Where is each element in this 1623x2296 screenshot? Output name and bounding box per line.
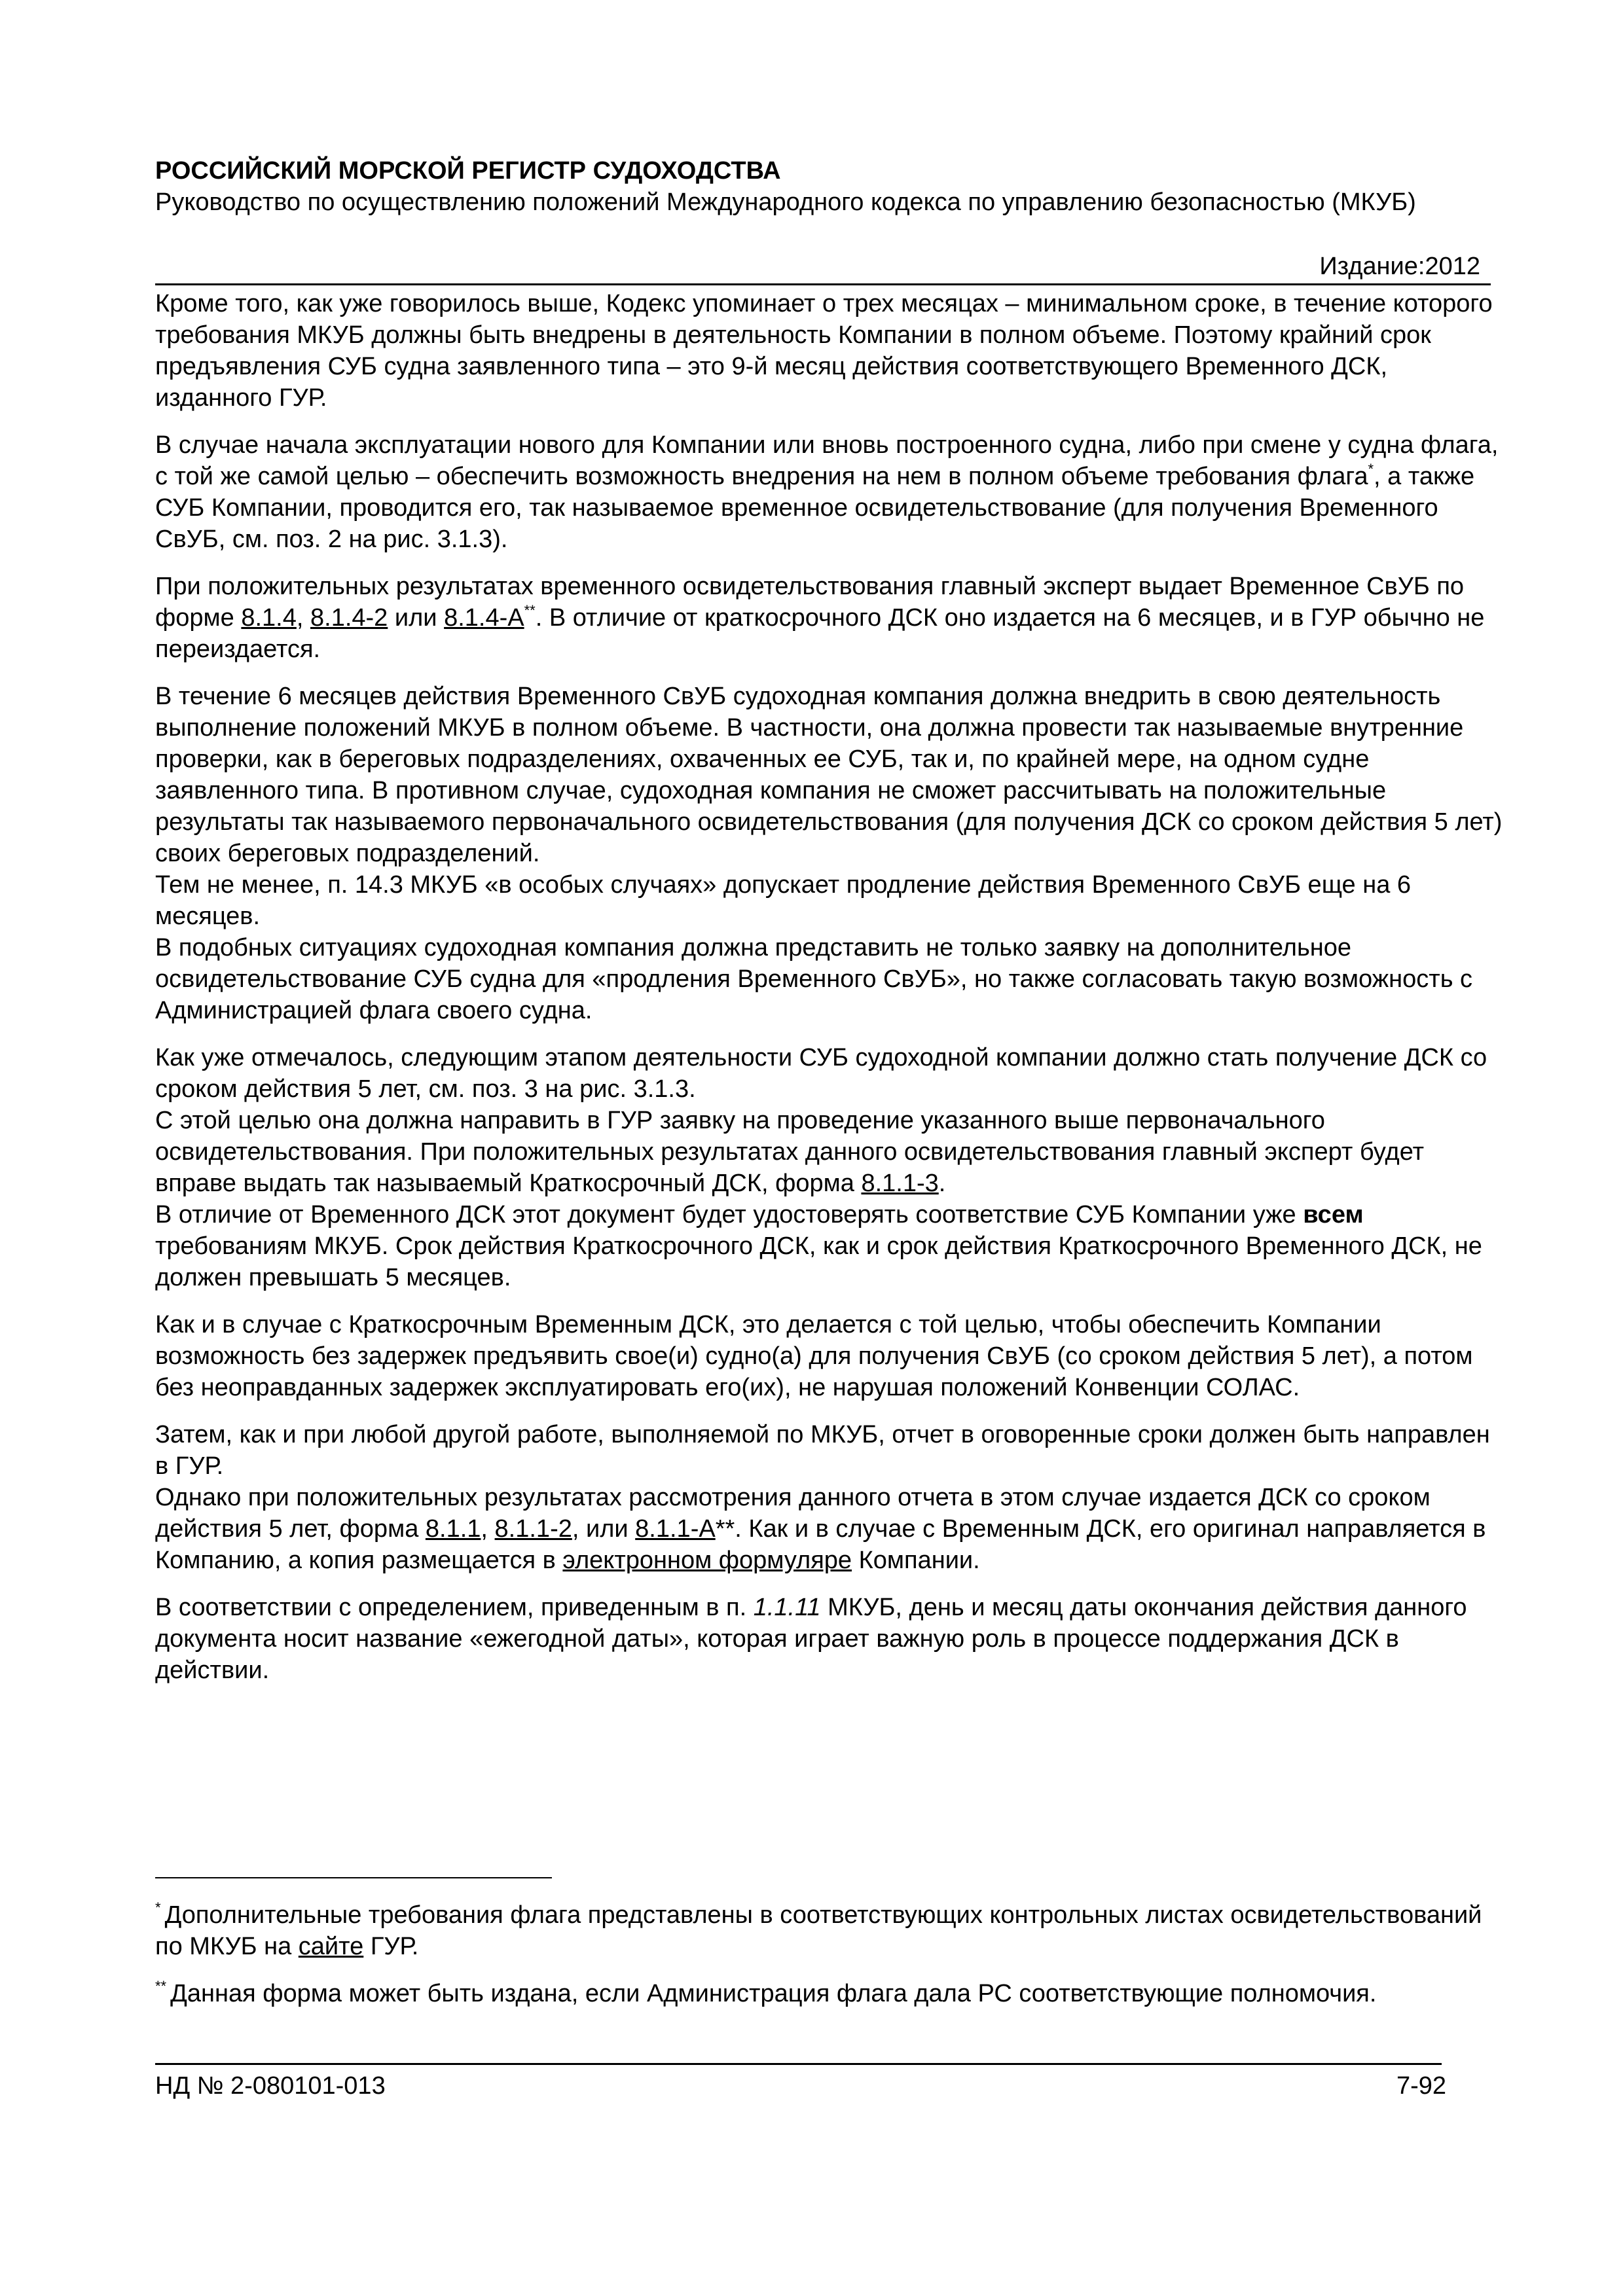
paragraph: Тем не менее, п. 14.3 МКУБ «в особых случаях» допускает продление действия Временного СвУБ еще на 6 месяцев. xyxy=(155,871,1412,930)
register-title: РОССИЙСКИЙ МОРСКОЙ РЕГИСТР СУДОХОДСТВА xyxy=(155,157,781,185)
paragraph: При положительных результатах временного освидетельствования главный эксперт выдает Временное СвУБ по форме 8.1.4, 8.1.4-2 или 8.1.4-A**. В отличие от краткосрочного ДСК оно издается на 6 месяцев, и в ГУР обычно не переиздается. xyxy=(155,573,1485,663)
paragraph: В подобных ситуациях судоходная компания должна представить не только заявку на дополнительное освидетельствование СУБ судна для «продления Временного СвУБ», но также согласовать такую возможность с Администрацией флага своего судна. xyxy=(155,934,1473,1024)
paragraph: В течение 6 месяцев действия Временного СвУБ судоходная компания должна внедрить в свою деятельность выполнение положений МКУБ в полном объеме. В частности, она должна провести так называемые внутренние проверки, как в береговых подразделениях, охваченных ее СУБ, так и, по крайней мере, на одном судне заявленного типа. В противном случае, судоходная компания не сможет рассчитывать на положительные результаты так называемого первоначального освидетельствования (для получения ДСК со сроком действия 5 лет) своих береговых подразделений. xyxy=(155,683,1503,867)
paragraph: Однако при положительных результатах рассмотрения данного отчета в этом случае издается ДСК со сроком действия 5 лет, форма 8.1.1, 8.1.1-2, или 8.1.1-A**. Как и в случае с Временным ДСК, его оригинал направляется в Компанию, а копия размещается в электронном формуляре Компании. xyxy=(155,1484,1486,1574)
footnote-divider xyxy=(155,1877,552,1878)
paragraph: Как уже отмечалось, следующим этапом деятельности СУБ судоходной компании должно стать получение ДСК со сроком действия 5 лет, см. поз. 3 на рис. 3.1.3. xyxy=(155,1044,1487,1103)
form-link[interactable]: 8.1.4 xyxy=(241,604,297,632)
footer-divider xyxy=(155,2063,1442,2065)
paragraph: В отличие от Временного ДСК этот документ будет удостоверять соответствие СУБ Компании уже всем требованиям МКУБ. Срок действия Краткосрочного ДСК, как и срок действия Краткосрочного Временного ДСК, не должен превышать 5 месяцев. xyxy=(155,1201,1482,1291)
form-link[interactable]: 8.1.4-A xyxy=(444,604,524,632)
header-divider xyxy=(155,283,1491,285)
footnote: ** Данная форма может быть издана, если Администрация флага дала РС соответствующие полномочия. xyxy=(155,1978,1377,2007)
form-link[interactable]: 8.1.1-2 xyxy=(494,1515,572,1543)
footnote-mark: ** xyxy=(155,1978,167,1994)
emphasis: всем xyxy=(1303,1201,1364,1229)
paragraph: В соответствии с определением, приведенным в п. 1.1.11 МКУБ, день и месяц даты окончания действия данного документа носит название «ежегодной даты», которая играет важную роль в процессе поддержания ДСК в действии. xyxy=(155,1594,1467,1684)
form-link[interactable]: 8.1.1-3 xyxy=(861,1170,939,1197)
e-register-link[interactable]: электронном формуляре xyxy=(562,1547,852,1574)
guide-subtitle: Руководство по осуществлению положений Международного кодекса по управлению безопасностью (МКУБ) xyxy=(155,188,1416,216)
paragraph: Кроме того, как уже говорилось выше, Кодекс упоминает о трех месяцах – минимальном сроке, в течение которого требования МКУБ должны быть внедрены в деятельность Компании в полном объеме. Поэтому крайний срок предъявления СУБ судна заявленного типа – это 9-й месяц действия соответствующего Временного ДСК, изданного ГУР. xyxy=(155,290,1493,412)
footnote: * Дополнительные требования флага представлены в соответствующих контрольных листах освидетельствований по МКУБ на сайте ГУР. xyxy=(155,1899,1482,1960)
clause-ref: 1.1.11 xyxy=(753,1594,821,1621)
paragraph: В случае начала эксплуатации нового для Компании или вновь построенного судна, либо при смене у судна флага, с той же самой целью – обеспечить возможность внедрения на нем в полном объеме требования флага*, а также СУБ Компании, проводится его, так называемое временное освидетельствование (для получения Временного СвУБ, см. поз. 2 на рис. 3.1.3). xyxy=(155,431,1499,553)
paragraph: Затем, как и при любой другой работе, выполняемой по МКУБ, отчет в оговоренные сроки должен быть направлен в ГУР. xyxy=(155,1421,1490,1480)
form-link[interactable]: 8.1.1-A xyxy=(635,1515,716,1543)
body-text xyxy=(155,288,1504,1686)
document-number: НД № 2-080101-013 xyxy=(155,2072,386,2100)
page-number: 7-92 xyxy=(1396,2072,1446,2100)
paragraph: С этой целью она должна направить в ГУР заявку на проведение указанного выше первоначального освидетельствования. При положительных результатах данного освидетельствования главный эксперт будет вправе выдать так называемый Краткосрочный ДСК, форма 8.1.1-3. xyxy=(155,1107,1424,1197)
footnote-mark: * xyxy=(155,1899,161,1916)
form-link[interactable]: 8.1.1 xyxy=(425,1515,481,1543)
site-link[interactable]: сайте xyxy=(298,1933,364,1960)
edition-label: Издание:2012 xyxy=(1319,253,1480,280)
footnote-ref[interactable]: * xyxy=(1368,461,1374,477)
footnote-ref[interactable]: ** xyxy=(524,602,536,619)
paragraph: Как и в случае с Краткосрочным Временным ДСК, это делается с той целью, чтобы обеспечить Компании возможность без задержек предъявить свое(и) судно(а) для получения СвУБ (со сроком действия 5 лет), а потом без неоправданных задержек эксплуатировать его(их), не нарушая положений Конвенции СОЛАС. xyxy=(155,1311,1473,1401)
form-link[interactable]: 8.1.4-2 xyxy=(310,604,388,632)
